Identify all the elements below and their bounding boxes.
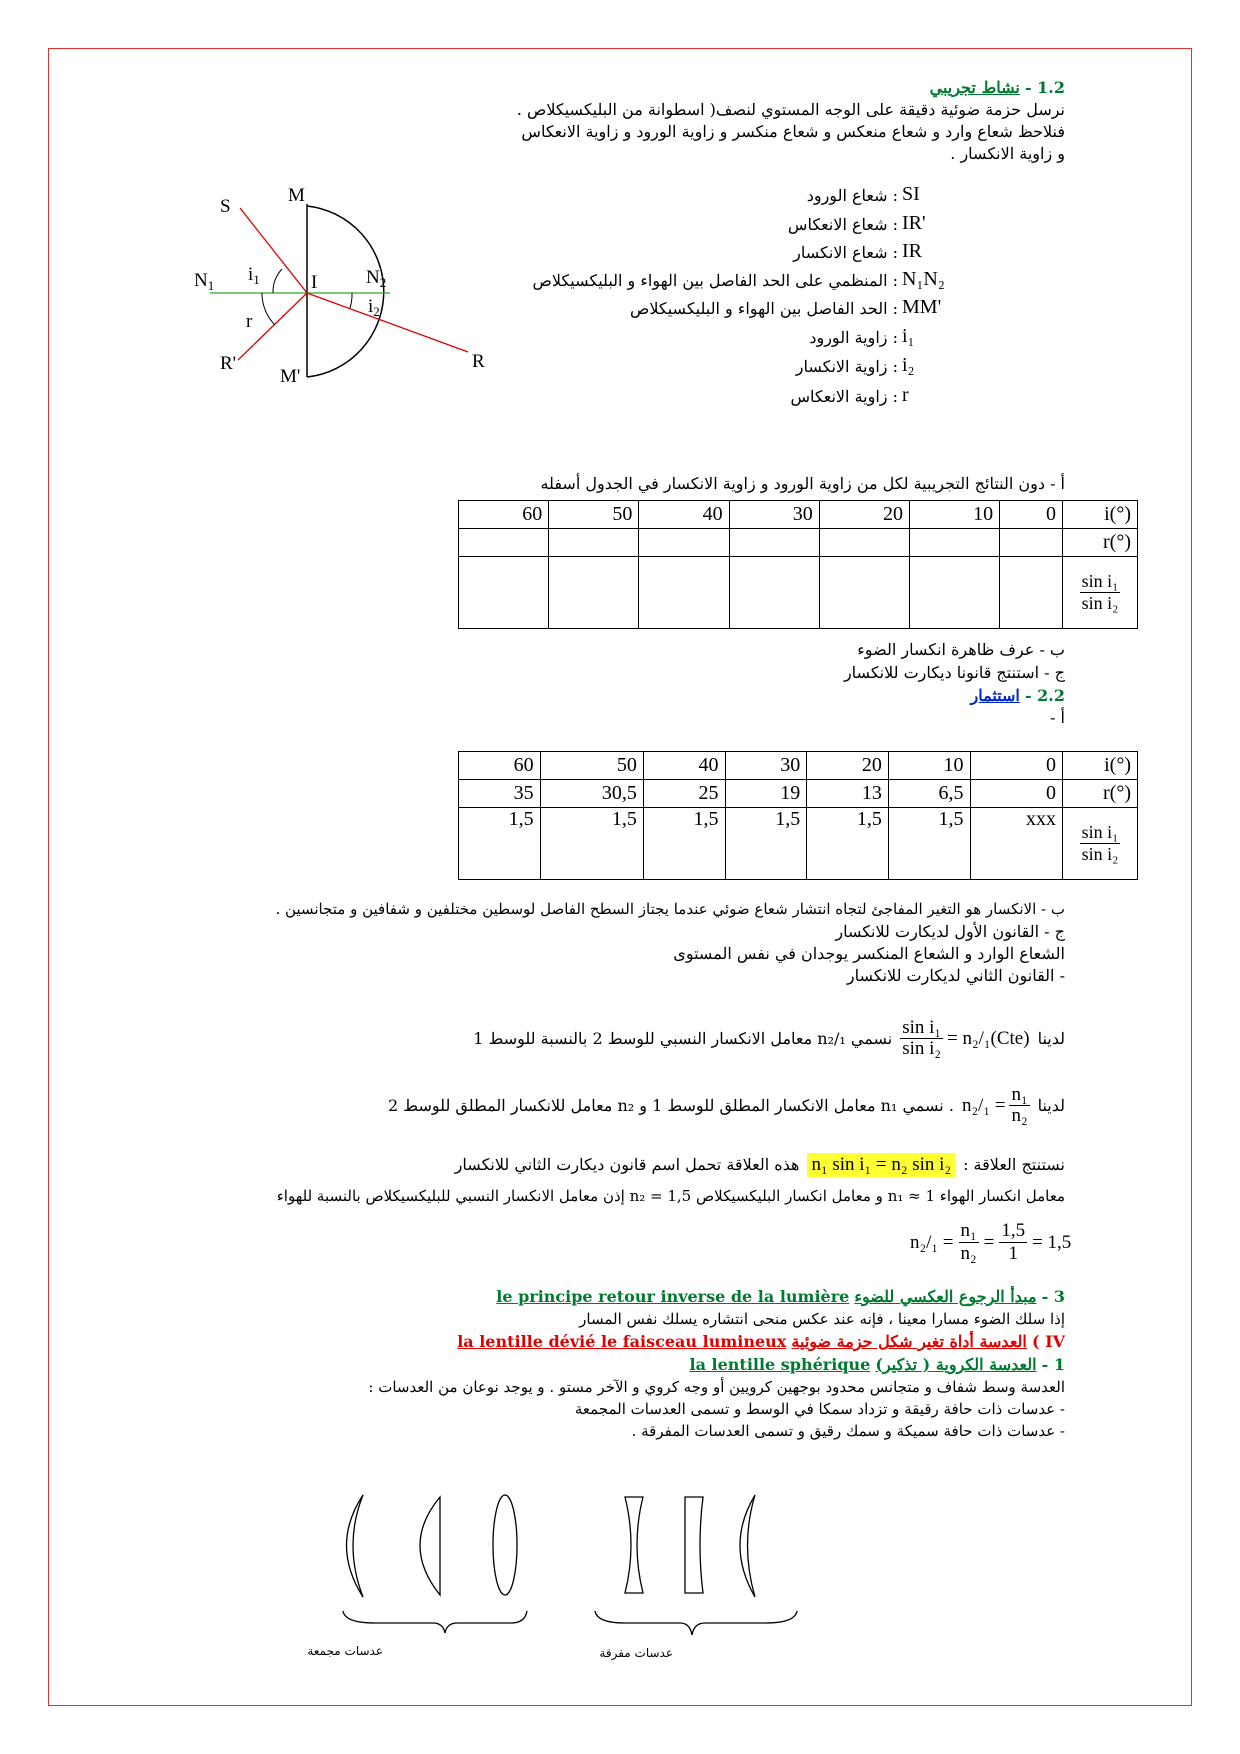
table-cell: 25 [643,780,725,808]
table-cell: 0 [1000,501,1063,529]
question-c: ج - استنتج قانونا ديكارت للانكسار [843,663,1065,682]
table-cell-empty [819,529,909,557]
table-cell: 1,5 [540,808,643,880]
paragraph: نرسل حزمة ضوئية دقيقة على الوجه المستوي لنصف( اسطوانة من البليكسيكلاص . [516,100,1065,119]
formula-absolute-index [388,1085,1065,1126]
section-number: 1.2 - [1024,78,1065,97]
legend-text: : المنظمي على الحد الفاصل بين الهواء و البليكسيكلاص [532,271,898,290]
table-cell-empty [729,557,819,629]
refracted-ray [307,293,468,352]
table-cell-empty [459,557,549,629]
question-b: ب - عرف ظاهرة انكسار الضوء [857,640,1065,659]
formula-prefix: لدينا [1037,1095,1065,1115]
paragraph: فنلاحظ شعاع وارد و شعاع منعكس و شعاع منكسر و زاوية الورود و زاوية الانعكاس [521,122,1065,141]
convergent-lens-2 [420,1497,440,1595]
formula-description: نسمي n₂/₁ معامل الانكسار النسبي للوسط 2 بالنسبة للوسط 1 [473,1028,893,1048]
section-title-ar: العدسة أداة تغير شكل حزمة ضوئية [791,1332,1027,1351]
table-cell: 13 [807,780,889,808]
legend-symbol: i₂ [902,354,915,376]
table-cell: 60 [459,752,541,780]
section-number: 3 - [1041,1287,1065,1306]
table-cell: 30 [725,752,807,780]
label-i2: $i_2$ [368,296,380,319]
label-I: I [311,272,318,293]
section-1-2-heading [930,78,1065,98]
section-title-ar: مبدأ الرجوع العكسي للضوء [854,1287,1037,1306]
table-cell: 1,5 [643,808,725,880]
formula-relative-index [473,1018,1065,1059]
formula-math: $\frac{\text{sin i₁}}{\text{sin i₂}}$ = n₂/₁(Cte) [902,1017,1030,1059]
table-cell: 1,5 [459,808,541,880]
section-number: 2.2 - [1024,686,1065,705]
table-cell: 1,5 [888,808,970,880]
section-title: نشاط تجريبي [929,78,1020,97]
formula-description: هذه العلاقة تحمل اسم قانون ديكارت الثاني للانكسار [454,1155,800,1174]
divergent-lens-2 [685,1497,703,1593]
table-cell: 40 [643,752,725,780]
legend-symbol: SI [902,183,920,205]
angle-arc-i1 [273,269,282,293]
question-a: أ - دون النتائج التجريبية لكل من زاوية الورود و زاوية الانكسار في الجدول أسفله [540,474,1065,493]
section-title-ar: العدسة الكروية ( تذكير) [875,1355,1037,1374]
first-law: الشعاع الوارد و الشعاع المنكسر يوجدان في نفس المستوى [673,944,1065,963]
table-cell: 1,5 [807,808,889,880]
section-title-fr: le principe retour inverse de la lumière [496,1287,850,1306]
legend-text: : زاوية الانعكاس [790,387,898,406]
table-cell: 50 [540,752,643,780]
section-iv-heading [457,1332,1065,1352]
snell-law-highlight: n₁ sin i₁ = n₂ sin i₂ [807,1153,955,1177]
divergent-label: عدسات مفرقة [599,1646,673,1660]
table-cell: 20 [819,501,909,529]
legend-symbol: N₁N₂ [902,268,945,290]
table-cell-empty [549,557,639,629]
answer-c: ج - القانون الأول لديكارت للانكسار [835,922,1065,941]
table-cell-empty [549,529,639,557]
row-header: i(°) [1063,501,1138,529]
convergent-brace [343,1611,527,1633]
section-title: استثمار [970,686,1020,705]
legend-text: : الحد الفاصل بين الهواء و البليكسيكلاص [630,299,898,318]
paragraph: - عدسات ذات حافة رقيقة و تزداد سمكا في الوسط و تسمى العدسات المجمعة [574,1400,1065,1418]
table-cell: 10 [909,501,999,529]
table-cell-empty [819,557,909,629]
table-cell: 30,5 [540,780,643,808]
label-R-prime: R' [220,353,237,374]
legend-symbol: IR [902,240,922,262]
table-cell: 30 [729,501,819,529]
angle-arc-r [262,293,275,325]
legend-text: : زاوية الانكسار [795,357,898,376]
row-header: r(°) [1063,780,1138,808]
table-cell: xxx [970,808,1062,880]
label-M-prime: M' [280,366,301,387]
table-cell: 0 [970,752,1062,780]
table-cell: 50 [549,501,639,529]
row-header-ratio: $\frac{\text{sin i₁}}{\text{sin i₂}}$ [1063,557,1138,629]
divergent-lens-1 [625,1497,643,1593]
label-N2: $N_2$ [366,267,387,290]
legend-symbol: IR' [902,212,926,234]
table-cell: 1,5 [725,808,807,880]
legend-text: : شعاع الانعكاس [787,215,898,234]
table-cell: 60 [459,501,549,529]
paragraph: العدسة وسط شفاف و متجانس محدود بوجهين كرويين أو وجه كروي و الآخر مستو . و يوجد نوعان من العدسات : [368,1378,1065,1396]
section-2-2-heading [970,686,1065,706]
paragraph: إذا سلك الضوء مسارا معينا ، فإنه عند عكس منحى انتشاره يسلك نفس المسار [579,1310,1065,1328]
label-M: M [288,185,305,206]
table-cell-empty [639,557,729,629]
table-cell: 35 [459,780,541,808]
table-cell: 40 [639,501,729,529]
row-header-ratio: $\frac{\text{sin i₁}}{\text{sin i₂}}$ [1063,808,1138,880]
refraction-diagram [194,185,550,425]
formula-result: n₂/₁ = $\frac{\text{n₁}}{\text{n₂}}$ = $\frac{1,5}{1}$ = 1,5 [910,1220,1072,1264]
row-header: r(°) [1063,529,1138,557]
formula-description: . نسمي n₁ معامل الانكسار المطلق للوسط 1 و n₂ معامل للانكسار المطلق للوسط 2 [388,1095,954,1115]
label-S: S [220,196,231,217]
legend-symbol: MM' [902,296,942,318]
label-i1: $i_1$ [248,264,260,287]
table-cell: 20 [807,752,889,780]
convergent-lens-3 [493,1495,517,1595]
angle-arc-i2 [350,293,352,308]
section-3-heading [496,1287,1065,1307]
table-cell-empty [909,529,999,557]
label-R: R [472,351,485,372]
legend-symbol: i₁ [902,325,915,347]
convergent-lens-1 [347,1495,364,1597]
section-title-fr: la lentille dévié le faisceau lumineux [457,1332,787,1351]
section-number: 1 - [1041,1355,1065,1374]
paragraph: - عدسات ذات حافة سميكة و سمك رقيق و تسمى العدسات المفرقة . [631,1422,1065,1440]
results-table-empty [458,500,1138,629]
section-number: IV ) [1031,1332,1065,1351]
table-cell: 10 [888,752,970,780]
lenses-figure [307,1485,815,1675]
table-cell: 19 [725,780,807,808]
legend-symbol: r [902,384,909,406]
half-cylinder-outline [307,206,387,377]
paragraph: و زاوية الانكسار . [950,144,1065,163]
section-lens-heading [690,1355,1065,1375]
table-cell-empty [729,529,819,557]
table-cell-empty [639,529,729,557]
answer-b: ب - الانكسار هو التغير المفاجئ لتجاه انتشار شعاع ضوئي عندما يجتاز السطح الفاصل لوسطين مختلفين و شفافين و متجانسين . [275,900,1065,918]
table-cell-empty [1000,557,1063,629]
table-cell-empty [909,557,999,629]
results-table-filled [458,751,1138,880]
label-N1: $N_1$ [194,270,215,293]
index-values-line: معامل انكسار الهواء n₁ ≈ 1 و معامل انكسار البليكسيكلاص n₂ = 1,5 إذن معامل الانكسار النسبي للبليكسيكلاص بالنسبة للهواء [276,1187,1065,1205]
formula-prefix: لدينا [1037,1028,1065,1048]
table-cell: 0 [970,780,1062,808]
section-title-fr: la lentille sphérique [689,1355,871,1374]
formula-math: n₂/₁ = $\frac{\text{n₁}}{\text{n₂}}$ [961,1084,1028,1126]
convergent-label: عدسات مجمعة [307,1644,383,1658]
snell-law-line [455,1153,1065,1177]
second-law-heading: - القانون الثاني لديكارت للانكسار [846,966,1065,985]
answer-a-label: أ - [1050,708,1065,727]
divergent-brace [595,1611,797,1635]
legend-text: : شعاع الورود [806,186,898,205]
row-header: i(°) [1063,752,1138,780]
divergent-lens-3 [740,1495,755,1597]
label-r: r [246,311,253,332]
legend-text: : زاوية الورود [809,328,898,347]
table-cell-empty [1000,529,1063,557]
table-cell: 6,5 [888,780,970,808]
legend-text: : شعاع الانكسار [793,243,898,262]
formula-prefix: نستنتج العلاقة : [963,1155,1065,1174]
table-cell-empty [459,529,549,557]
